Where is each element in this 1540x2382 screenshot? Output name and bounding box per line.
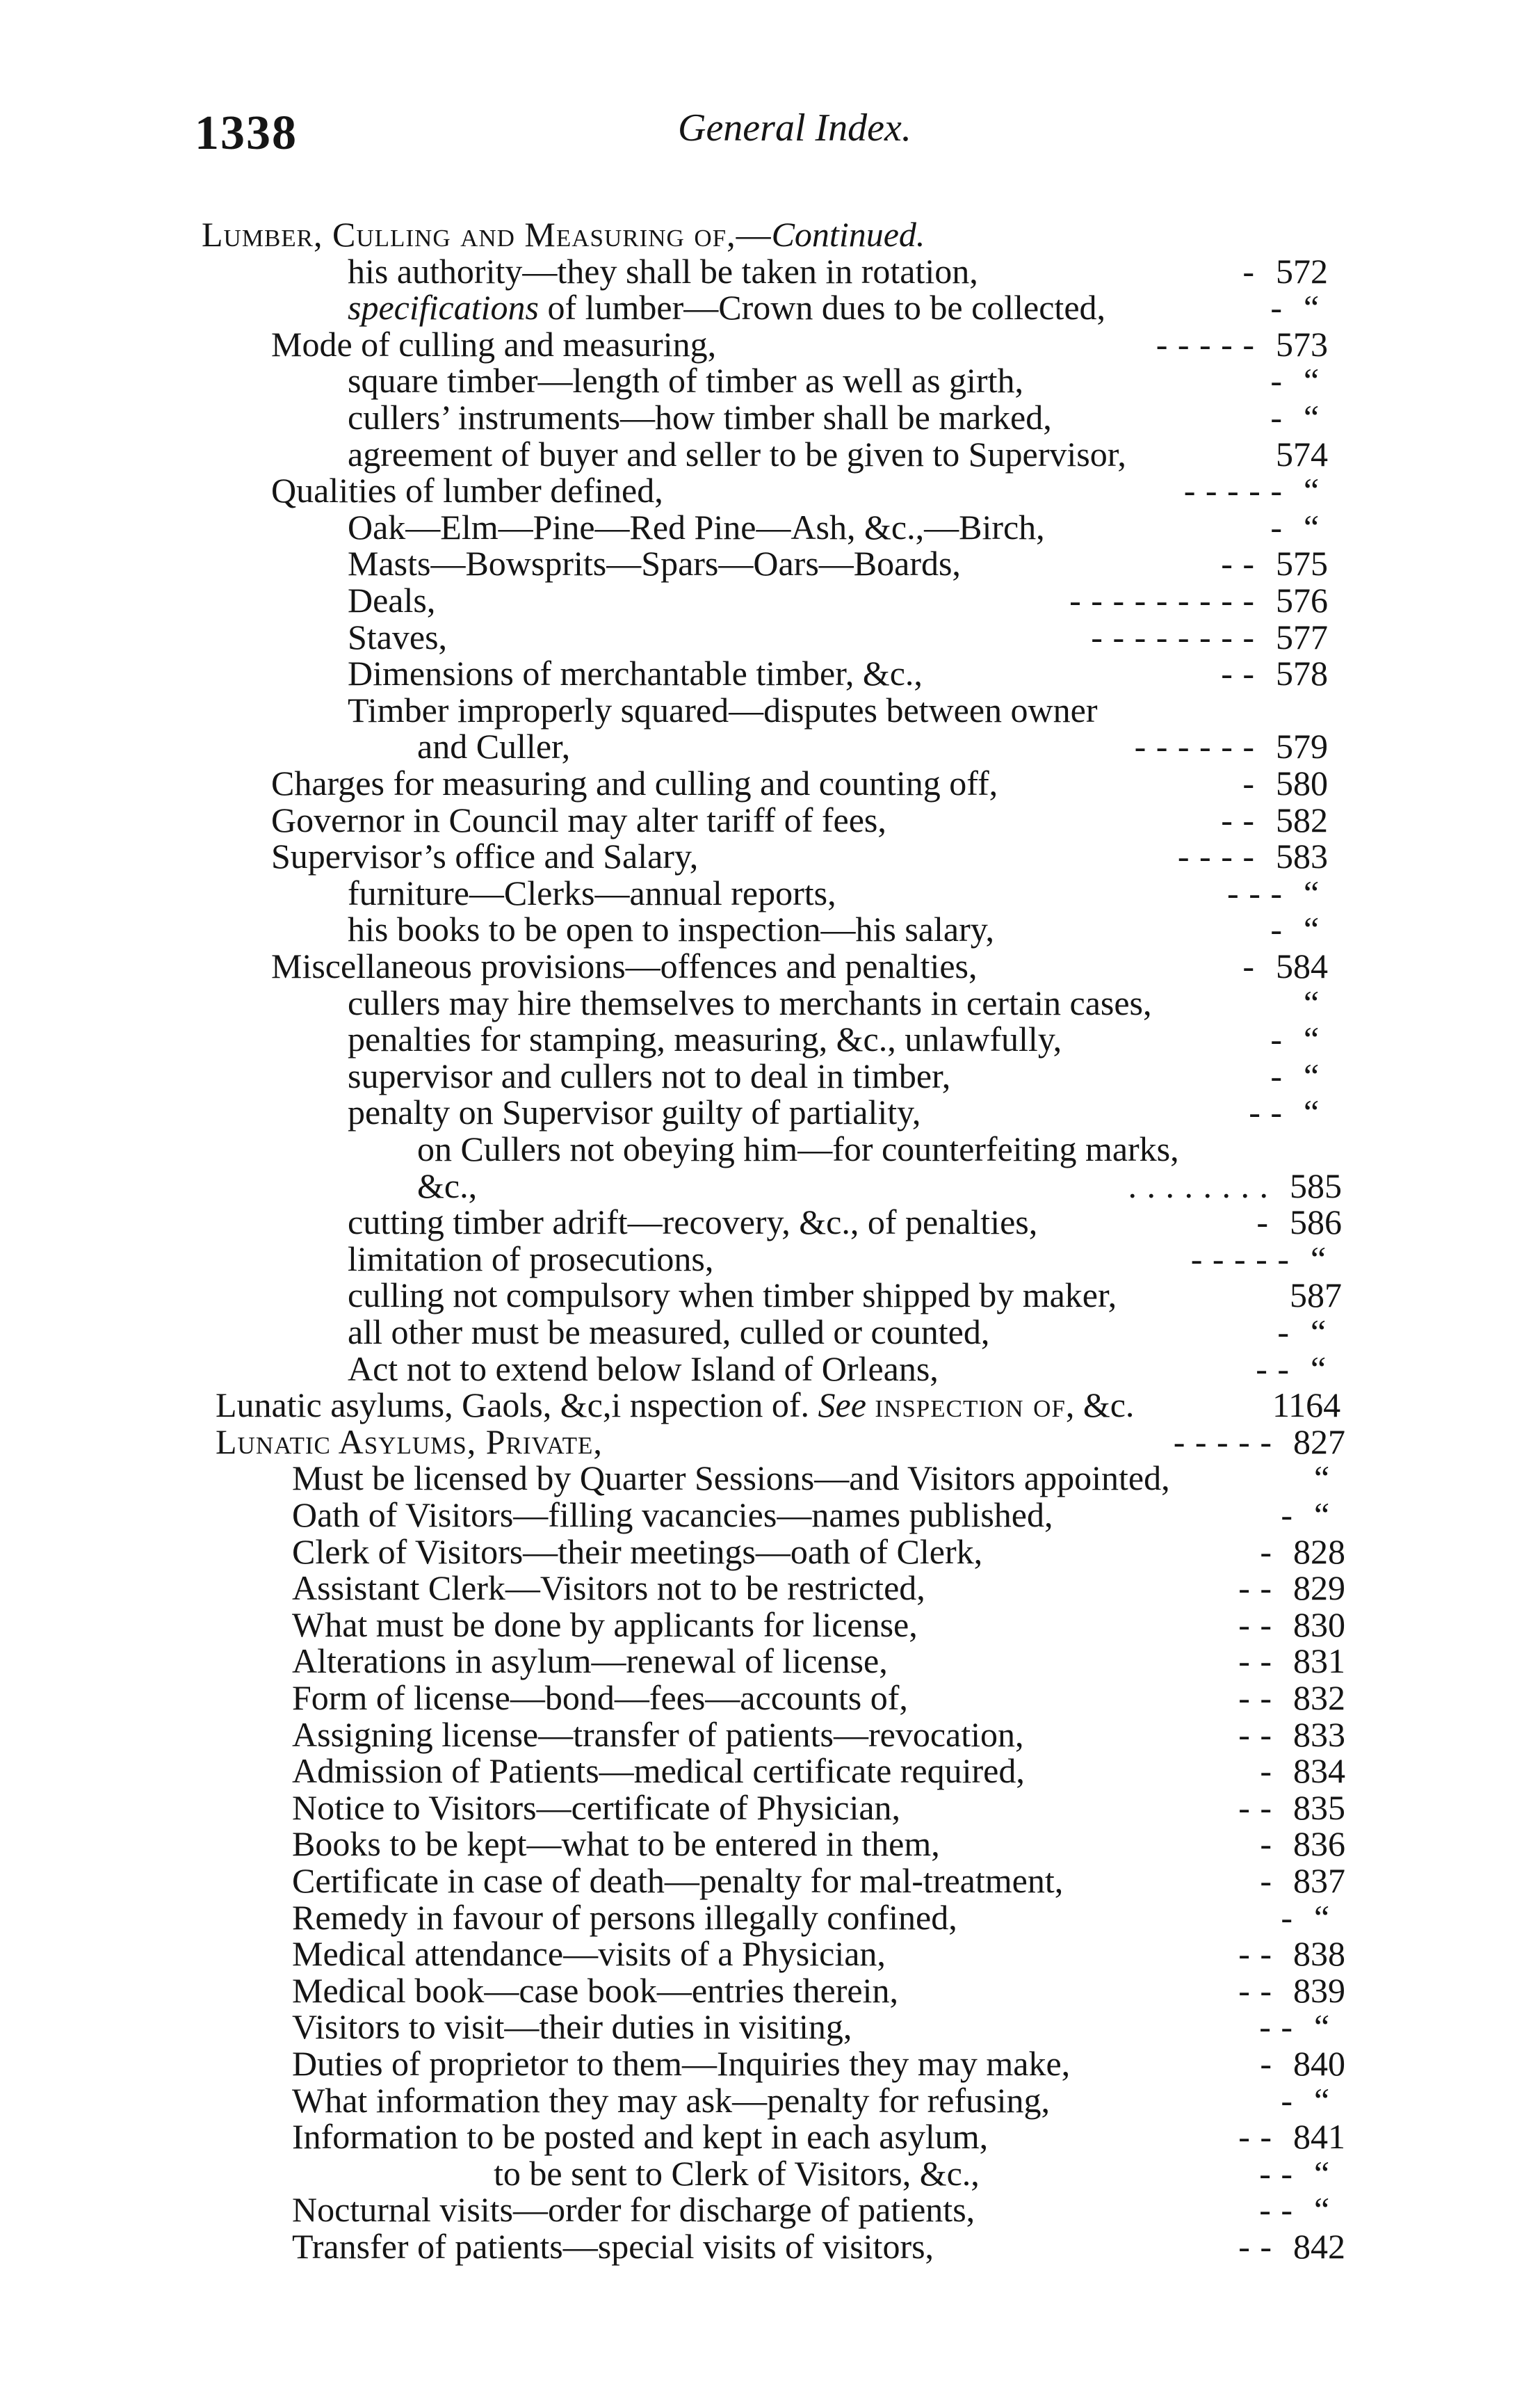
index-entry (0, 1533, 1540, 1570)
entry-text: Information to be posted and kept in each asylum, (292, 2117, 989, 2157)
entry-text: Transfer of patients—special visits of visitors, (292, 2227, 934, 2266)
entry-text: Admission of Patients—medical certificate required, (292, 1751, 1025, 1791)
index-entry (0, 362, 1540, 399)
index-entry (0, 1569, 1540, 1607)
page-reference: 585 (1290, 1166, 1342, 1205)
entry-text: Must be licensed by Quarter Sessions—and Visitors appointed, (292, 1458, 1170, 1498)
index-entry (0, 216, 1540, 253)
leader-dots: - - (1249, 1093, 1283, 1132)
page-reference: 583 (1276, 837, 1328, 876)
index-entry (0, 1496, 1540, 1534)
leader-dots: - (1242, 764, 1255, 803)
page-reference: “ (1304, 1093, 1320, 1132)
page-reference: “ (1304, 471, 1320, 510)
leader-dots: - (1281, 1495, 1293, 1534)
leader-dots: - - (1238, 1678, 1272, 1717)
index-entry (0, 545, 1540, 582)
leader-dots: - (1270, 910, 1283, 949)
page-reference: 842 (1293, 2227, 1345, 2266)
page-reference: 582 (1276, 800, 1328, 839)
index-entry (0, 764, 1540, 802)
page-reference: 574 (1276, 434, 1328, 474)
page-reference: 831 (1293, 1641, 1345, 1681)
leader-dots: - - (1238, 2117, 1272, 2157)
leader-dots: - - (1238, 1568, 1272, 1608)
leader-dots: - (1281, 1897, 1293, 1937)
leader-dots: - - (1221, 654, 1255, 693)
index-entry (0, 1825, 1540, 1862)
entry-text: and Culler, (417, 727, 571, 766)
leader-dots: - - (1238, 1970, 1272, 2010)
leader-dots: - (1242, 947, 1255, 985)
entry-text: Timber improperly squared—disputes between owner (348, 690, 1098, 730)
leader-dots: - (1256, 1202, 1269, 1242)
leader-dots: - (1260, 2044, 1272, 2083)
page-reference: “ (1311, 1349, 1327, 1388)
index-entry (0, 2008, 1540, 2045)
entry-text: Notice to Visitors—certificate of Physician, (292, 1787, 901, 1827)
leader-dots: - - (1238, 1604, 1272, 1644)
entry-text: What must be done by applicants for license, (292, 1604, 918, 1644)
leader-dots: - (1270, 507, 1283, 547)
entry-text: Oak—Elm—Pine—Red Pine—Ash, &c.,—Birch, (348, 507, 1045, 547)
index-entry (0, 874, 1540, 912)
page-reference: 841 (1293, 2117, 1345, 2157)
leader-dots: - - - (1227, 873, 1283, 912)
leader-dots: - - - - - (1183, 471, 1283, 510)
page-reference: 580 (1276, 764, 1328, 803)
leader-dots: - - (1238, 1714, 1272, 1754)
index-entry (0, 1386, 1540, 1424)
page-reference: “ (1314, 2007, 1330, 2047)
entry-text: Miscellaneous provisions—offences and penalties, (271, 947, 978, 985)
running-title: General Index. (678, 106, 911, 150)
entry-text: specifications of lumber—Crown dues to be collected, (348, 288, 1106, 328)
page-reference: 579 (1276, 727, 1328, 766)
index-entry (0, 289, 1540, 326)
index-entry (0, 1459, 1540, 1497)
index-entry (0, 1276, 1540, 1314)
page-reference: “ (1314, 2190, 1330, 2230)
entry-text: Clerk of Visitors—their meetings—oath of Clerk, (292, 1531, 983, 1571)
page-reference: 576 (1276, 581, 1328, 620)
page-reference: 833 (1293, 1714, 1345, 1754)
leader-dots: - (1270, 1056, 1283, 1095)
page-number: 1338 (195, 106, 298, 160)
index-entry (0, 2228, 1540, 2265)
leader-dots: - (1270, 361, 1283, 401)
entry-text: Medical attendance—visits of a Physician, (292, 1934, 886, 1974)
page-reference: “ (1304, 288, 1320, 328)
leader-dots: - - (1256, 1349, 1290, 1388)
index-entry (0, 1313, 1540, 1351)
index-entry (0, 727, 1540, 765)
entry-text: Lunatic Asylums, Private, (216, 1422, 603, 1461)
leader-dots: - (1270, 1020, 1283, 1059)
leader-dots: - - (1238, 1787, 1272, 1827)
entry-text: penalty on Supervisor guilty of partiality, (348, 1093, 921, 1132)
entry-text: Books to be kept—what to be entered in them, (292, 1824, 940, 1864)
page-reference: 836 (1293, 1824, 1345, 1864)
page-reference: 829 (1293, 1568, 1345, 1608)
page-reference: 577 (1276, 617, 1328, 657)
index-entry (0, 1057, 1540, 1095)
page-reference: 575 (1276, 544, 1328, 584)
index-entry (0, 2045, 1540, 2082)
leader-dots: - (1242, 251, 1255, 291)
entry-text: culling not compulsory when timber shipped by maker, (348, 1276, 1117, 1315)
entry-text: Duties of proprietor to them—Inquiries they may make, (292, 2044, 1071, 2083)
leader-dots: - (1270, 288, 1283, 328)
index-entry (0, 2191, 1540, 2228)
page-reference: “ (1314, 2080, 1330, 2120)
index-entry (0, 399, 1540, 436)
entry-text: Supervisor’s office and Salary, (271, 837, 699, 876)
entry-text: Governor in Council may alter tariff of fees, (271, 800, 886, 839)
index-entry (0, 1752, 1540, 1789)
entry-text: cullers may hire themselves to merchants in certain cases, (348, 983, 1152, 1022)
index-entry (0, 1716, 1540, 1753)
index-entry (0, 837, 1540, 875)
page-reference: “ (1304, 507, 1320, 547)
index-entry (0, 1203, 1540, 1241)
page-reference: “ (1314, 1495, 1330, 1534)
index-entry (0, 2082, 1540, 2119)
leader-dots: - - (1238, 1641, 1272, 1681)
index-entry (0, 1606, 1540, 1643)
index-entry (0, 1240, 1540, 1278)
entry-text: Lunatic asylums, Gaols, &c,i nspection of. See inspection of, &c. (216, 1385, 1135, 1425)
entry-text: Remedy in favour of persons illegally confined, (292, 1897, 957, 1937)
entry-text: Nocturnal visits—order for discharge of patients, (292, 2190, 975, 2230)
entry-text: his authority—they shall be taken in rotation, (348, 251, 978, 291)
index-entry (0, 947, 1540, 985)
entry-text: Certificate in case of death—penalty for mal-treatment, (292, 1861, 1064, 1900)
page-reference: “ (1304, 873, 1320, 912)
entry-text: &c., (417, 1166, 478, 1205)
entry-text: penalties for stamping, measuring, &c., unlawfully, (348, 1020, 1062, 1059)
page-reference: “ (1304, 398, 1320, 437)
entry-text: to be sent to Clerk of Visitors, &c., (494, 2153, 980, 2193)
leader-dots: - - - - - (1190, 1239, 1290, 1278)
index-entry (0, 1167, 1540, 1205)
index-entry (0, 581, 1540, 619)
leader-dots: - - (1259, 2153, 1293, 2193)
page-reference: 827 (1293, 1422, 1345, 1461)
page-reference: 586 (1290, 1202, 1342, 1242)
page-reference: “ (1311, 1239, 1327, 1278)
leader-dots: - (1260, 1824, 1272, 1864)
page-reference: “ (1304, 983, 1320, 1022)
index-entry (0, 984, 1540, 1022)
page-reference: 832 (1293, 1678, 1345, 1717)
entry-text: Medical book—case book—entries therein, (292, 1970, 898, 2010)
index-entry (0, 435, 1540, 473)
page-reference: 1164 (1272, 1385, 1341, 1425)
entry-text: his books to be open to inspection—his salary, (348, 910, 994, 949)
index-entry (0, 1350, 1540, 1387)
entry-text: furniture—Clerks—annual reports, (348, 873, 836, 912)
page-reference: 587 (1290, 1276, 1342, 1315)
leader-dots: - - - - (1177, 837, 1255, 876)
index-entry (0, 910, 1540, 948)
index-entry (0, 1972, 1540, 2009)
entry-text: Mode of culling and measuring, (271, 324, 717, 364)
entry-text: cutting timber adrift—recovery, &c., of penalties, (348, 1202, 1038, 1242)
entry-text: on Cullers not obeying him—for counterfeiting marks, (417, 1129, 1179, 1168)
entry-text: Staves, (348, 617, 448, 657)
entry-text: What information they may ask—penalty for refusing, (292, 2080, 1050, 2120)
entry-text: Dimensions of merchantable timber, &c., (348, 654, 923, 693)
index-entry (0, 2155, 1540, 2192)
entry-text: all other must be measured, culled or counted, (348, 1312, 990, 1351)
leader-dots: - - (1259, 2190, 1293, 2230)
leader-dots: - - (1238, 1934, 1272, 1974)
page-reference: “ (1304, 361, 1320, 401)
entry-text: Charges for measuring and culling and counting off, (271, 764, 998, 803)
leader-dots: - - - - - (1156, 324, 1255, 364)
index-entry (0, 1093, 1540, 1131)
index-entry (0, 1899, 1540, 1936)
page-reference: 573 (1276, 324, 1328, 364)
entry-text: cullers’ instruments—how timber shall be marked, (348, 398, 1052, 437)
leader-dots: - (1281, 2080, 1293, 2120)
entry-text: agreement of buyer and seller to be given to Supervisor, (348, 434, 1126, 474)
index-entry (0, 1789, 1540, 1826)
index-entry (0, 1642, 1540, 1680)
page-reference: “ (1314, 1458, 1330, 1498)
entry-text: Qualities of lumber defined, (271, 471, 663, 510)
leader-dots: - - (1238, 2227, 1272, 2266)
leader-dots: - (1270, 398, 1283, 437)
page-reference: 839 (1293, 1970, 1345, 2010)
leader-dots: - - (1221, 544, 1255, 584)
leader-dots: - (1260, 1751, 1272, 1791)
page-reference: 578 (1276, 654, 1328, 693)
index-entry (0, 1020, 1540, 1058)
page-reference: 835 (1293, 1787, 1345, 1827)
leader-dots: - - - - - (1173, 1422, 1272, 1461)
index-entry (0, 801, 1540, 839)
entry-text: Form of license—bond—fees—accounts of, (292, 1678, 908, 1717)
index-entry (0, 691, 1540, 729)
page-reference: 830 (1293, 1604, 1345, 1644)
page-reference: 572 (1276, 251, 1328, 291)
page-reference: 837 (1293, 1861, 1345, 1900)
index-entry (0, 508, 1540, 546)
page-reference: “ (1314, 2153, 1330, 2193)
entry-text: Lumber, Culling and Measuring of,—Continued. (202, 215, 925, 254)
leader-dots: - (1260, 1531, 1272, 1571)
page-reference: 838 (1293, 1934, 1345, 1974)
page-reference: “ (1311, 1312, 1327, 1351)
index-entry (0, 1679, 1540, 1716)
entry-text: square timber—length of timber as well as girth, (348, 361, 1023, 401)
entry-text: supervisor and cullers not to deal in timber, (348, 1056, 951, 1095)
page-reference: “ (1304, 1056, 1320, 1095)
leader-dots: - - - - - - - - (1091, 617, 1255, 657)
index-entry (0, 1935, 1540, 1972)
page-reference: 584 (1276, 947, 1328, 985)
page-reference: 834 (1293, 1751, 1345, 1791)
index-entry (0, 325, 1540, 363)
entry-text: Deals, (348, 581, 436, 620)
entry-text: Masts—Bowsprits—Spars—Oars—Boards, (348, 544, 961, 584)
index-entry (0, 1862, 1540, 1899)
page-reference: “ (1304, 1020, 1320, 1059)
index-entry (0, 1423, 1540, 1460)
leader-dots: . . . . . . . . (1128, 1166, 1269, 1205)
leader-dots: - - (1259, 2007, 1293, 2047)
page-reference: “ (1304, 910, 1320, 949)
index-entry (0, 618, 1540, 656)
entry-text: Assistant Clerk—Visitors not to be restricted, (292, 1568, 925, 1608)
leader-dots: - (1277, 1312, 1290, 1351)
index-entry (0, 1130, 1540, 1168)
entry-text: Visitors to visit—their duties in visiting, (292, 2007, 852, 2047)
leader-dots: - - - - - - - - - (1069, 581, 1255, 620)
entry-text: Act not to extend below Island of Orleans, (348, 1349, 939, 1388)
page-reference: “ (1314, 1897, 1330, 1937)
entry-text: limitation of prosecutions, (348, 1239, 714, 1278)
index-entry (0, 252, 1540, 290)
entry-text: Assigning license—transfer of patients—revocation, (292, 1714, 1024, 1754)
leader-dots: - - (1221, 800, 1255, 839)
page-reference: 828 (1293, 1531, 1345, 1571)
leader-dots: - (1260, 1861, 1272, 1900)
leader-dots: - - - - - - (1134, 727, 1255, 766)
index-entry (0, 654, 1540, 692)
entry-text: Alterations in asylum—renewal of license, (292, 1641, 888, 1681)
index-entry (0, 2118, 1540, 2155)
entry-text: Oath of Visitors—filling vacancies—names published, (292, 1495, 1053, 1534)
page-reference: 840 (1293, 2044, 1345, 2083)
index-entry (0, 472, 1540, 509)
